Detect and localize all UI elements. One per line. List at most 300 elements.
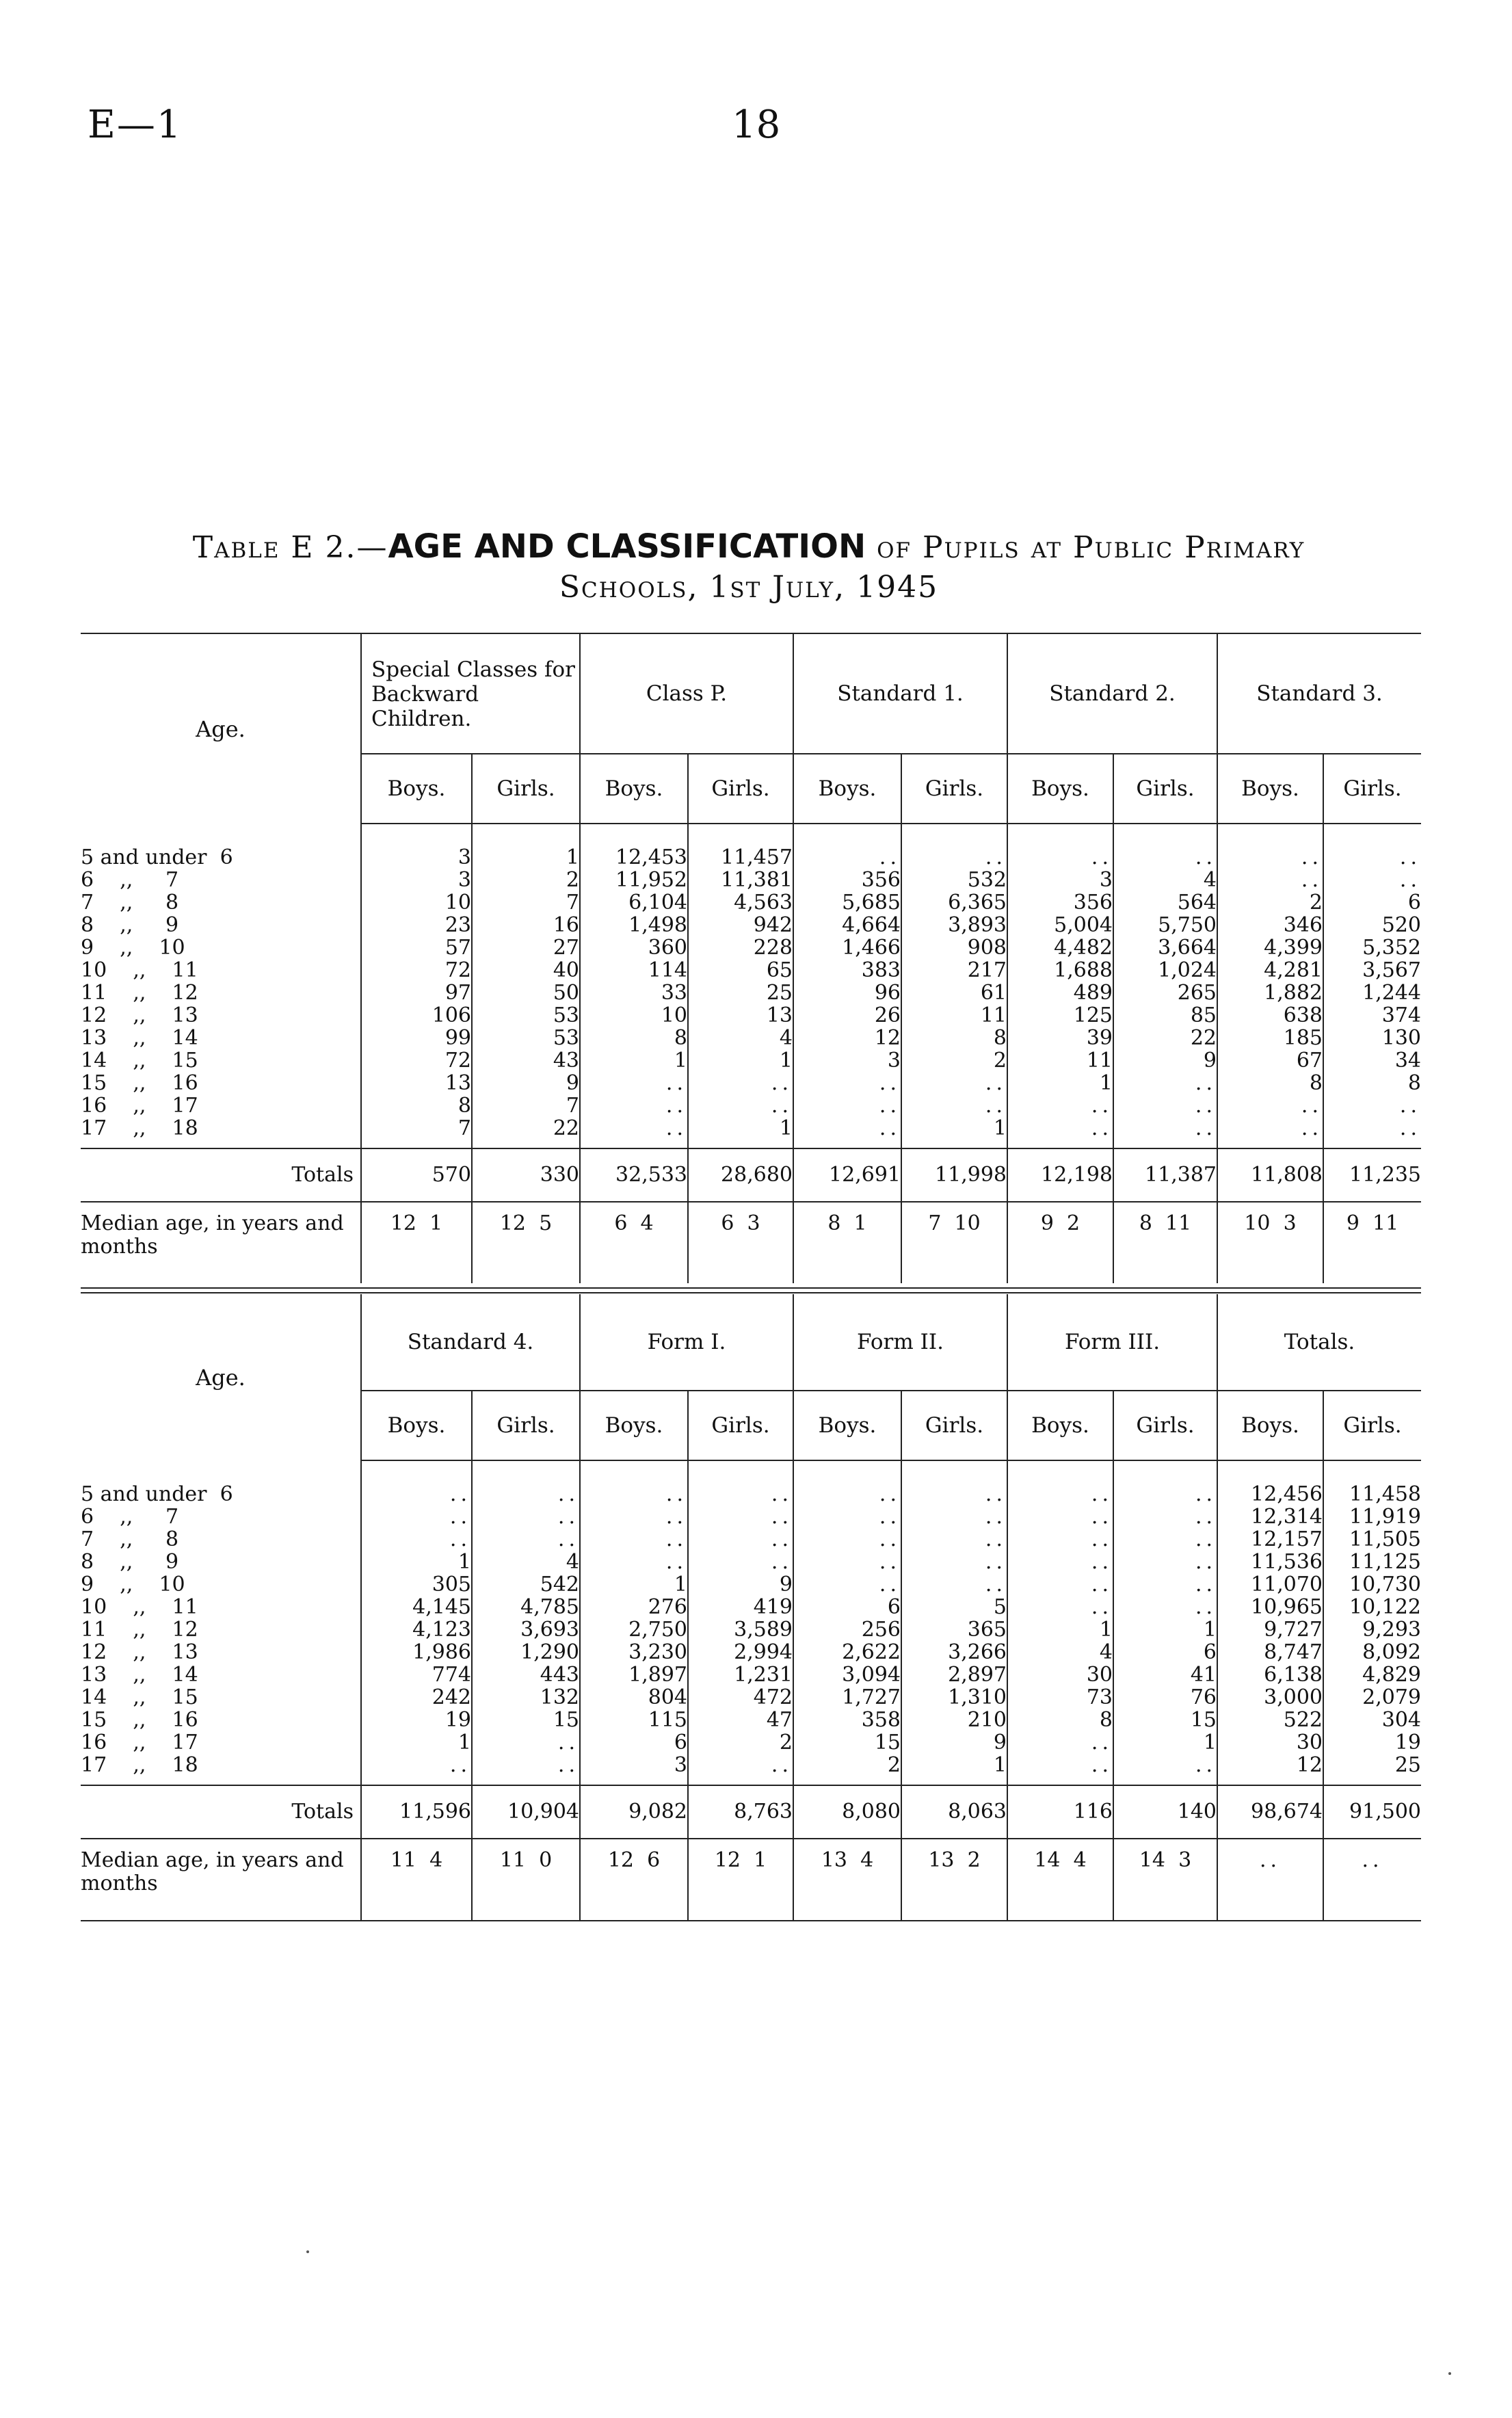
total-value: 10,904 <box>472 1785 580 1839</box>
cell-value: .. <box>1217 1094 1323 1117</box>
double-rule <box>81 1287 1421 1293</box>
cell-value: 23 <box>361 914 472 936</box>
age-label: 7 ,, 8 <box>81 891 179 915</box>
table-row <box>81 1528 1421 1551</box>
cell-value: 1 <box>1113 1618 1217 1641</box>
total-value: 570 <box>361 1148 472 1202</box>
total-value: 11,808 <box>1217 1148 1323 1202</box>
cell-value: 10 <box>361 891 472 914</box>
stray-mark <box>1448 2372 1451 2375</box>
boys-header: Boys. <box>1007 754 1113 824</box>
cell-value: 8 <box>1323 1072 1421 1094</box>
cell-value: 242 <box>361 1686 472 1709</box>
cell-value: 53 <box>472 1027 580 1049</box>
age-column-header: Age. <box>196 715 246 742</box>
cell-value: .. <box>580 1551 688 1573</box>
cell-value: 472 <box>688 1686 793 1709</box>
cell-value: 2,897 <box>901 1664 1007 1686</box>
cell-value: .. <box>472 1506 580 1528</box>
girls-header: Girls. <box>1113 754 1217 824</box>
cell-value: 12 <box>793 1027 901 1049</box>
cell-value: 10 <box>580 1004 688 1027</box>
cell-value: 2,750 <box>580 1618 688 1641</box>
table-row <box>81 936 1421 959</box>
girls-header: Girls. <box>901 1391 1007 1460</box>
cell-value: 3 <box>361 869 472 891</box>
cell-value: 7 <box>361 1117 472 1140</box>
cell-value: 532 <box>901 869 1007 891</box>
cell-value: 3 <box>793 1049 901 1072</box>
cell-value: 6,365 <box>901 891 1007 914</box>
median-value: 13 4 <box>793 1839 901 1920</box>
cell-value: .. <box>1007 1117 1113 1140</box>
cell-value: 1,882 <box>1217 982 1323 1004</box>
group-header: Standard 3. <box>1217 634 1421 754</box>
cell-value: 19 <box>1323 1731 1421 1754</box>
cell-value: 1,498 <box>580 914 688 936</box>
cell-value: 15 <box>793 1731 901 1754</box>
age-label: 5 and under 6 <box>81 1482 233 1506</box>
girls-header: Girls. <box>1323 754 1421 824</box>
median-value: 11 4 <box>361 1839 472 1920</box>
cell-value: 11,952 <box>580 869 688 891</box>
cell-value: 4 <box>688 1027 793 1049</box>
median-value: 7 10 <box>901 1202 1007 1283</box>
cell-value: 4,563 <box>688 891 793 914</box>
cell-value: 10,730 <box>1323 1573 1421 1596</box>
cell-value: .. <box>1007 1754 1113 1776</box>
total-value: 330 <box>472 1148 580 1202</box>
total-value: 116 <box>1007 1785 1113 1839</box>
cell-value: 3,664 <box>1113 936 1217 959</box>
total-value: 32,533 <box>580 1148 688 1202</box>
cell-value: 16 <box>472 914 580 936</box>
cell-value: .. <box>1113 1596 1217 1618</box>
age-label: 14 ,, 15 <box>81 1685 198 1709</box>
cell-value: 2,622 <box>793 1641 901 1664</box>
median-value: 12 1 <box>688 1839 793 1920</box>
cell-value: 5,352 <box>1323 936 1421 959</box>
median-value: 12 5 <box>472 1202 580 1283</box>
cell-value: 7 <box>472 891 580 914</box>
cell-value: 4 <box>472 1551 580 1573</box>
cell-value: 72 <box>361 959 472 982</box>
cell-value: 11,919 <box>1323 1506 1421 1528</box>
cell-value: 1 <box>1007 1072 1113 1094</box>
cell-value: .. <box>1113 1483 1217 1506</box>
cell-value: 10,122 <box>1323 1596 1421 1618</box>
cell-value: 3 <box>580 1754 688 1776</box>
age-column-header: Age. <box>196 1364 246 1391</box>
age-label: 16 ,, 17 <box>81 1731 198 1755</box>
age-label: 10 ,, 11 <box>81 958 198 982</box>
cell-value: 1,310 <box>901 1686 1007 1709</box>
cell-value: .. <box>1007 1551 1113 1573</box>
cell-value: 3,693 <box>472 1618 580 1641</box>
cell-value: 9,727 <box>1217 1618 1323 1641</box>
cell-value: 6 <box>1323 891 1421 914</box>
girls-header: Girls. <box>1113 1391 1217 1460</box>
totals-row <box>81 1785 1421 1839</box>
cell-value: 1 <box>1007 1618 1113 1641</box>
cell-value: 65 <box>688 959 793 982</box>
total-value: 28,680 <box>688 1148 793 1202</box>
cell-value: 12,314 <box>1217 1506 1323 1528</box>
total-value: 8,080 <box>793 1785 901 1839</box>
cell-value: 3,230 <box>580 1641 688 1664</box>
cell-value: 11 <box>901 1004 1007 1027</box>
cell-value: 564 <box>1113 891 1217 914</box>
cell-value: 1,466 <box>793 936 901 959</box>
cell-value: .. <box>1323 1094 1421 1117</box>
cell-value: .. <box>793 1094 901 1117</box>
cell-value: .. <box>793 1551 901 1573</box>
cell-value: .. <box>1323 846 1421 869</box>
cell-value: 22 <box>1113 1027 1217 1049</box>
cell-value: 276 <box>580 1596 688 1618</box>
table-row <box>81 1483 1421 1506</box>
age-label: 17 ,, 18 <box>81 1116 198 1140</box>
age-label: 14 ,, 15 <box>81 1049 198 1073</box>
table-row <box>81 982 1421 1004</box>
cell-value: .. <box>688 1528 793 1551</box>
cell-value: 13 <box>361 1072 472 1094</box>
cell-value: .. <box>580 1483 688 1506</box>
cell-value: 6 <box>793 1596 901 1618</box>
cell-value: .. <box>901 846 1007 869</box>
cell-value: .. <box>793 846 901 869</box>
girls-header: Girls. <box>688 1391 793 1460</box>
cell-value: .. <box>361 1528 472 1551</box>
cell-value: .. <box>793 1072 901 1094</box>
cell-value: .. <box>1113 1094 1217 1117</box>
cell-value: 12,453 <box>580 846 688 869</box>
cell-value: .. <box>472 1731 580 1754</box>
stray-mark <box>306 2250 309 2253</box>
cell-value: 1,727 <box>793 1686 901 1709</box>
cell-value: 9 <box>472 1072 580 1094</box>
age-label: 6 ,, 7 <box>81 1505 179 1529</box>
cell-value: 25 <box>1323 1754 1421 1776</box>
boys-header: Boys. <box>361 1391 472 1460</box>
cell-value: 2,994 <box>688 1641 793 1664</box>
cell-value: 4,281 <box>1217 959 1323 982</box>
median-value: 11 0 <box>472 1839 580 1920</box>
cell-value: .. <box>1217 869 1323 891</box>
cell-value: 2 <box>901 1049 1007 1072</box>
age-label: 8 ,, 9 <box>81 913 179 937</box>
cell-value: .. <box>688 1506 793 1528</box>
age-label: 11 ,, 12 <box>81 981 198 1005</box>
cell-value: 61 <box>901 982 1007 1004</box>
median-row <box>81 1839 1421 1920</box>
table-row <box>81 1754 1421 1776</box>
boys-header: Boys. <box>1007 1391 1113 1460</box>
cell-value: .. <box>580 1094 688 1117</box>
table-row <box>81 1573 1421 1596</box>
cell-value: 4 <box>1007 1641 1113 1664</box>
totals-row <box>81 1148 1421 1202</box>
cell-value: .. <box>1007 846 1113 869</box>
cell-value: 8 <box>1217 1072 1323 1094</box>
cell-value: 30 <box>1007 1664 1113 1686</box>
cell-value: .. <box>688 1483 793 1506</box>
cell-value: 99 <box>361 1027 472 1049</box>
cell-value: 1 <box>1113 1731 1217 1754</box>
cell-value: 97 <box>361 982 472 1004</box>
cell-value: 15 <box>472 1709 580 1731</box>
median-value: 12 1 <box>361 1202 472 1283</box>
cell-value: .. <box>1007 1094 1113 1117</box>
age-label: 6 ,, 7 <box>81 868 179 892</box>
cell-value: 50 <box>472 982 580 1004</box>
age-label: 16 ,, 17 <box>81 1094 198 1118</box>
cell-value: 10,965 <box>1217 1596 1323 1618</box>
cell-value: .. <box>901 1483 1007 1506</box>
boys-header: Boys. <box>361 754 472 824</box>
cell-value: 72 <box>361 1049 472 1072</box>
cell-value: 26 <box>793 1004 901 1027</box>
cell-value: .. <box>361 1754 472 1776</box>
cell-value: 217 <box>901 959 1007 982</box>
cell-value: 1 <box>361 1731 472 1754</box>
cell-value: 942 <box>688 914 793 936</box>
cell-value: .. <box>1007 1731 1113 1754</box>
table-row <box>81 1641 1421 1664</box>
group-header: Class P. <box>580 634 793 754</box>
cell-value: .. <box>793 1506 901 1528</box>
cell-value: 1 <box>361 1551 472 1573</box>
cell-value: 15 <box>1113 1709 1217 1731</box>
median-row <box>81 1202 1421 1283</box>
cell-value: 365 <box>901 1618 1007 1641</box>
boys-header: Boys. <box>1217 1391 1323 1460</box>
cell-value: 804 <box>580 1686 688 1709</box>
median-value: .. <box>1217 1839 1323 1920</box>
cell-value: 3,589 <box>688 1618 793 1641</box>
cell-value: 41 <box>1113 1664 1217 1686</box>
cell-value: 19 <box>361 1709 472 1731</box>
cell-value: 8 <box>361 1094 472 1117</box>
cell-value: .. <box>472 1528 580 1551</box>
age-label: 9 ,, 10 <box>81 1573 185 1596</box>
total-value: 8,063 <box>901 1785 1007 1839</box>
cell-value: 8 <box>1007 1709 1113 1731</box>
table-row <box>81 914 1421 936</box>
cell-value: 210 <box>901 1709 1007 1731</box>
age-label: 13 ,, 14 <box>81 1663 198 1687</box>
cell-value: .. <box>361 1506 472 1528</box>
group-header: Standard 2. <box>1007 634 1217 754</box>
cell-value: .. <box>793 1573 901 1596</box>
cell-value: 1,024 <box>1113 959 1217 982</box>
cell-value: 5,750 <box>1113 914 1217 936</box>
cell-value: 11,457 <box>688 846 793 869</box>
cell-value: 34 <box>1323 1049 1421 1072</box>
cell-value: 85 <box>1113 1004 1217 1027</box>
cell-value: 1,231 <box>688 1664 793 1686</box>
cell-value: 4,145 <box>361 1596 472 1618</box>
age-label: 15 ,, 16 <box>81 1708 198 1732</box>
cell-value: 43 <box>472 1049 580 1072</box>
table-row <box>81 1551 1421 1573</box>
table-row <box>81 959 1421 982</box>
cell-value: 2,079 <box>1323 1686 1421 1709</box>
cell-value: 76 <box>1113 1686 1217 1709</box>
cell-value: .. <box>793 1117 901 1140</box>
cell-value: 12,157 <box>1217 1528 1323 1551</box>
cell-value: 3,893 <box>901 914 1007 936</box>
cell-value: 106 <box>361 1004 472 1027</box>
cell-value: 4,482 <box>1007 936 1113 959</box>
cell-value: 522 <box>1217 1709 1323 1731</box>
median-label: Median age, in years and months <box>81 1202 361 1283</box>
cell-value: 11,381 <box>688 869 793 891</box>
cell-value: .. <box>688 1551 793 1573</box>
age-label: 12 ,, 13 <box>81 1003 198 1027</box>
cell-value: .. <box>472 1754 580 1776</box>
cell-value: 2 <box>1217 891 1323 914</box>
cell-value: .. <box>901 1573 1007 1596</box>
total-value: 11,596 <box>361 1785 472 1839</box>
cell-value: .. <box>580 1528 688 1551</box>
cell-value: 1 <box>580 1573 688 1596</box>
median-value: .. <box>1323 1839 1421 1920</box>
totals-label: Totals <box>81 1785 361 1839</box>
cell-value: .. <box>472 1483 580 1506</box>
table-lower <box>81 1294 1421 1920</box>
cell-value: 3,000 <box>1217 1686 1323 1709</box>
cell-value: 356 <box>793 869 901 891</box>
table-upper <box>81 634 1421 1283</box>
cell-value: 6 <box>1113 1641 1217 1664</box>
cell-value: 3,266 <box>901 1641 1007 1664</box>
group-header: Totals. <box>1217 1294 1421 1391</box>
cell-value: 5 <box>901 1596 1007 1618</box>
median-value: 6 4 <box>580 1202 688 1283</box>
cell-value: 22 <box>472 1117 580 1140</box>
cell-value: 1,244 <box>1323 982 1421 1004</box>
cell-value: .. <box>1323 1117 1421 1140</box>
age-label: 17 ,, 18 <box>81 1753 198 1777</box>
cell-value: 4,829 <box>1323 1664 1421 1686</box>
page-number: 18 <box>732 103 781 147</box>
table-row <box>81 891 1421 914</box>
cell-value: 346 <box>1217 914 1323 936</box>
title-rest: of Pupils at Public Primary <box>877 530 1305 565</box>
cell-value: 13 <box>688 1004 793 1027</box>
total-value: 140 <box>1113 1785 1217 1839</box>
median-label: Median age, in years and months <box>81 1839 361 1920</box>
cell-value: .. <box>1217 846 1323 869</box>
age-label: 11 ,, 12 <box>81 1618 198 1642</box>
cell-value: 11,505 <box>1323 1528 1421 1551</box>
cell-value: 8,747 <box>1217 1641 1323 1664</box>
cell-value: .. <box>1113 1754 1217 1776</box>
group-header: Form III. <box>1007 1294 1217 1391</box>
total-value: 11,998 <box>901 1148 1007 1202</box>
girls-header: Girls. <box>688 754 793 824</box>
cell-value: .. <box>688 1072 793 1094</box>
median-value: 10 3 <box>1217 1202 1323 1283</box>
cell-value: .. <box>1323 869 1421 891</box>
total-value: 8,763 <box>688 1785 793 1839</box>
cell-value: 358 <box>793 1709 901 1731</box>
median-value: 14 4 <box>1007 1839 1113 1920</box>
cell-value: 12,456 <box>1217 1483 1323 1506</box>
cell-value: .. <box>901 1506 1007 1528</box>
cell-value: 1,688 <box>1007 959 1113 982</box>
cell-value: .. <box>1007 1573 1113 1596</box>
page-reference: E—1 <box>88 103 183 147</box>
median-value: 8 1 <box>793 1202 901 1283</box>
cell-value: 360 <box>580 936 688 959</box>
median-value: 6 3 <box>688 1202 793 1283</box>
cell-value: 132 <box>472 1686 580 1709</box>
cell-value: 2 <box>472 869 580 891</box>
cell-value: 73 <box>1007 1686 1113 1709</box>
total-value: 11,235 <box>1323 1148 1421 1202</box>
cell-value: 9 <box>688 1573 793 1596</box>
cell-value: 115 <box>580 1709 688 1731</box>
median-value: 9 2 <box>1007 1202 1113 1283</box>
cell-value: .. <box>580 1117 688 1140</box>
table-row <box>81 846 1421 869</box>
cell-value: 11,536 <box>1217 1551 1323 1573</box>
cell-value: 12 <box>1217 1754 1323 1776</box>
boys-header: Boys. <box>580 1391 688 1460</box>
cell-value: 1 <box>901 1754 1007 1776</box>
cell-value: 130 <box>1323 1027 1421 1049</box>
cell-value: 6,138 <box>1217 1664 1323 1686</box>
cell-value: .. <box>1113 1506 1217 1528</box>
cell-value: 1 <box>688 1117 793 1140</box>
cell-value: .. <box>1217 1117 1323 1140</box>
cell-value: 114 <box>580 959 688 982</box>
cell-value: 228 <box>688 936 793 959</box>
cell-value: 1,986 <box>361 1641 472 1664</box>
table-row <box>81 1618 1421 1641</box>
cell-value: 2 <box>688 1731 793 1754</box>
table-row <box>81 1117 1421 1140</box>
cell-value: .. <box>1113 846 1217 869</box>
cell-value: 8 <box>580 1027 688 1049</box>
cell-value: .. <box>1113 1551 1217 1573</box>
cell-value: .. <box>901 1094 1007 1117</box>
cell-value: 96 <box>793 982 901 1004</box>
cell-value: 638 <box>1217 1004 1323 1027</box>
cell-value: 542 <box>472 1573 580 1596</box>
total-value: 11,387 <box>1113 1148 1217 1202</box>
cell-value: .. <box>1007 1506 1113 1528</box>
cell-value: .. <box>901 1528 1007 1551</box>
total-value: 91,500 <box>1323 1785 1421 1839</box>
cell-value: .. <box>793 1528 901 1551</box>
group-header: Standard 1. <box>793 634 1007 754</box>
cell-value: 4,399 <box>1217 936 1323 959</box>
cell-value: 5,685 <box>793 891 901 914</box>
cell-value: 4,785 <box>472 1596 580 1618</box>
cell-value: 185 <box>1217 1027 1323 1049</box>
cell-value: 9 <box>901 1731 1007 1754</box>
cell-value: 11,070 <box>1217 1573 1323 1596</box>
table-title <box>75 527 1422 607</box>
girls-header: Girls. <box>901 754 1007 824</box>
cell-value: .. <box>361 1483 472 1506</box>
age-label: 15 ,, 16 <box>81 1071 198 1095</box>
table-row <box>81 1506 1421 1528</box>
cell-value: 30 <box>1217 1731 1323 1754</box>
